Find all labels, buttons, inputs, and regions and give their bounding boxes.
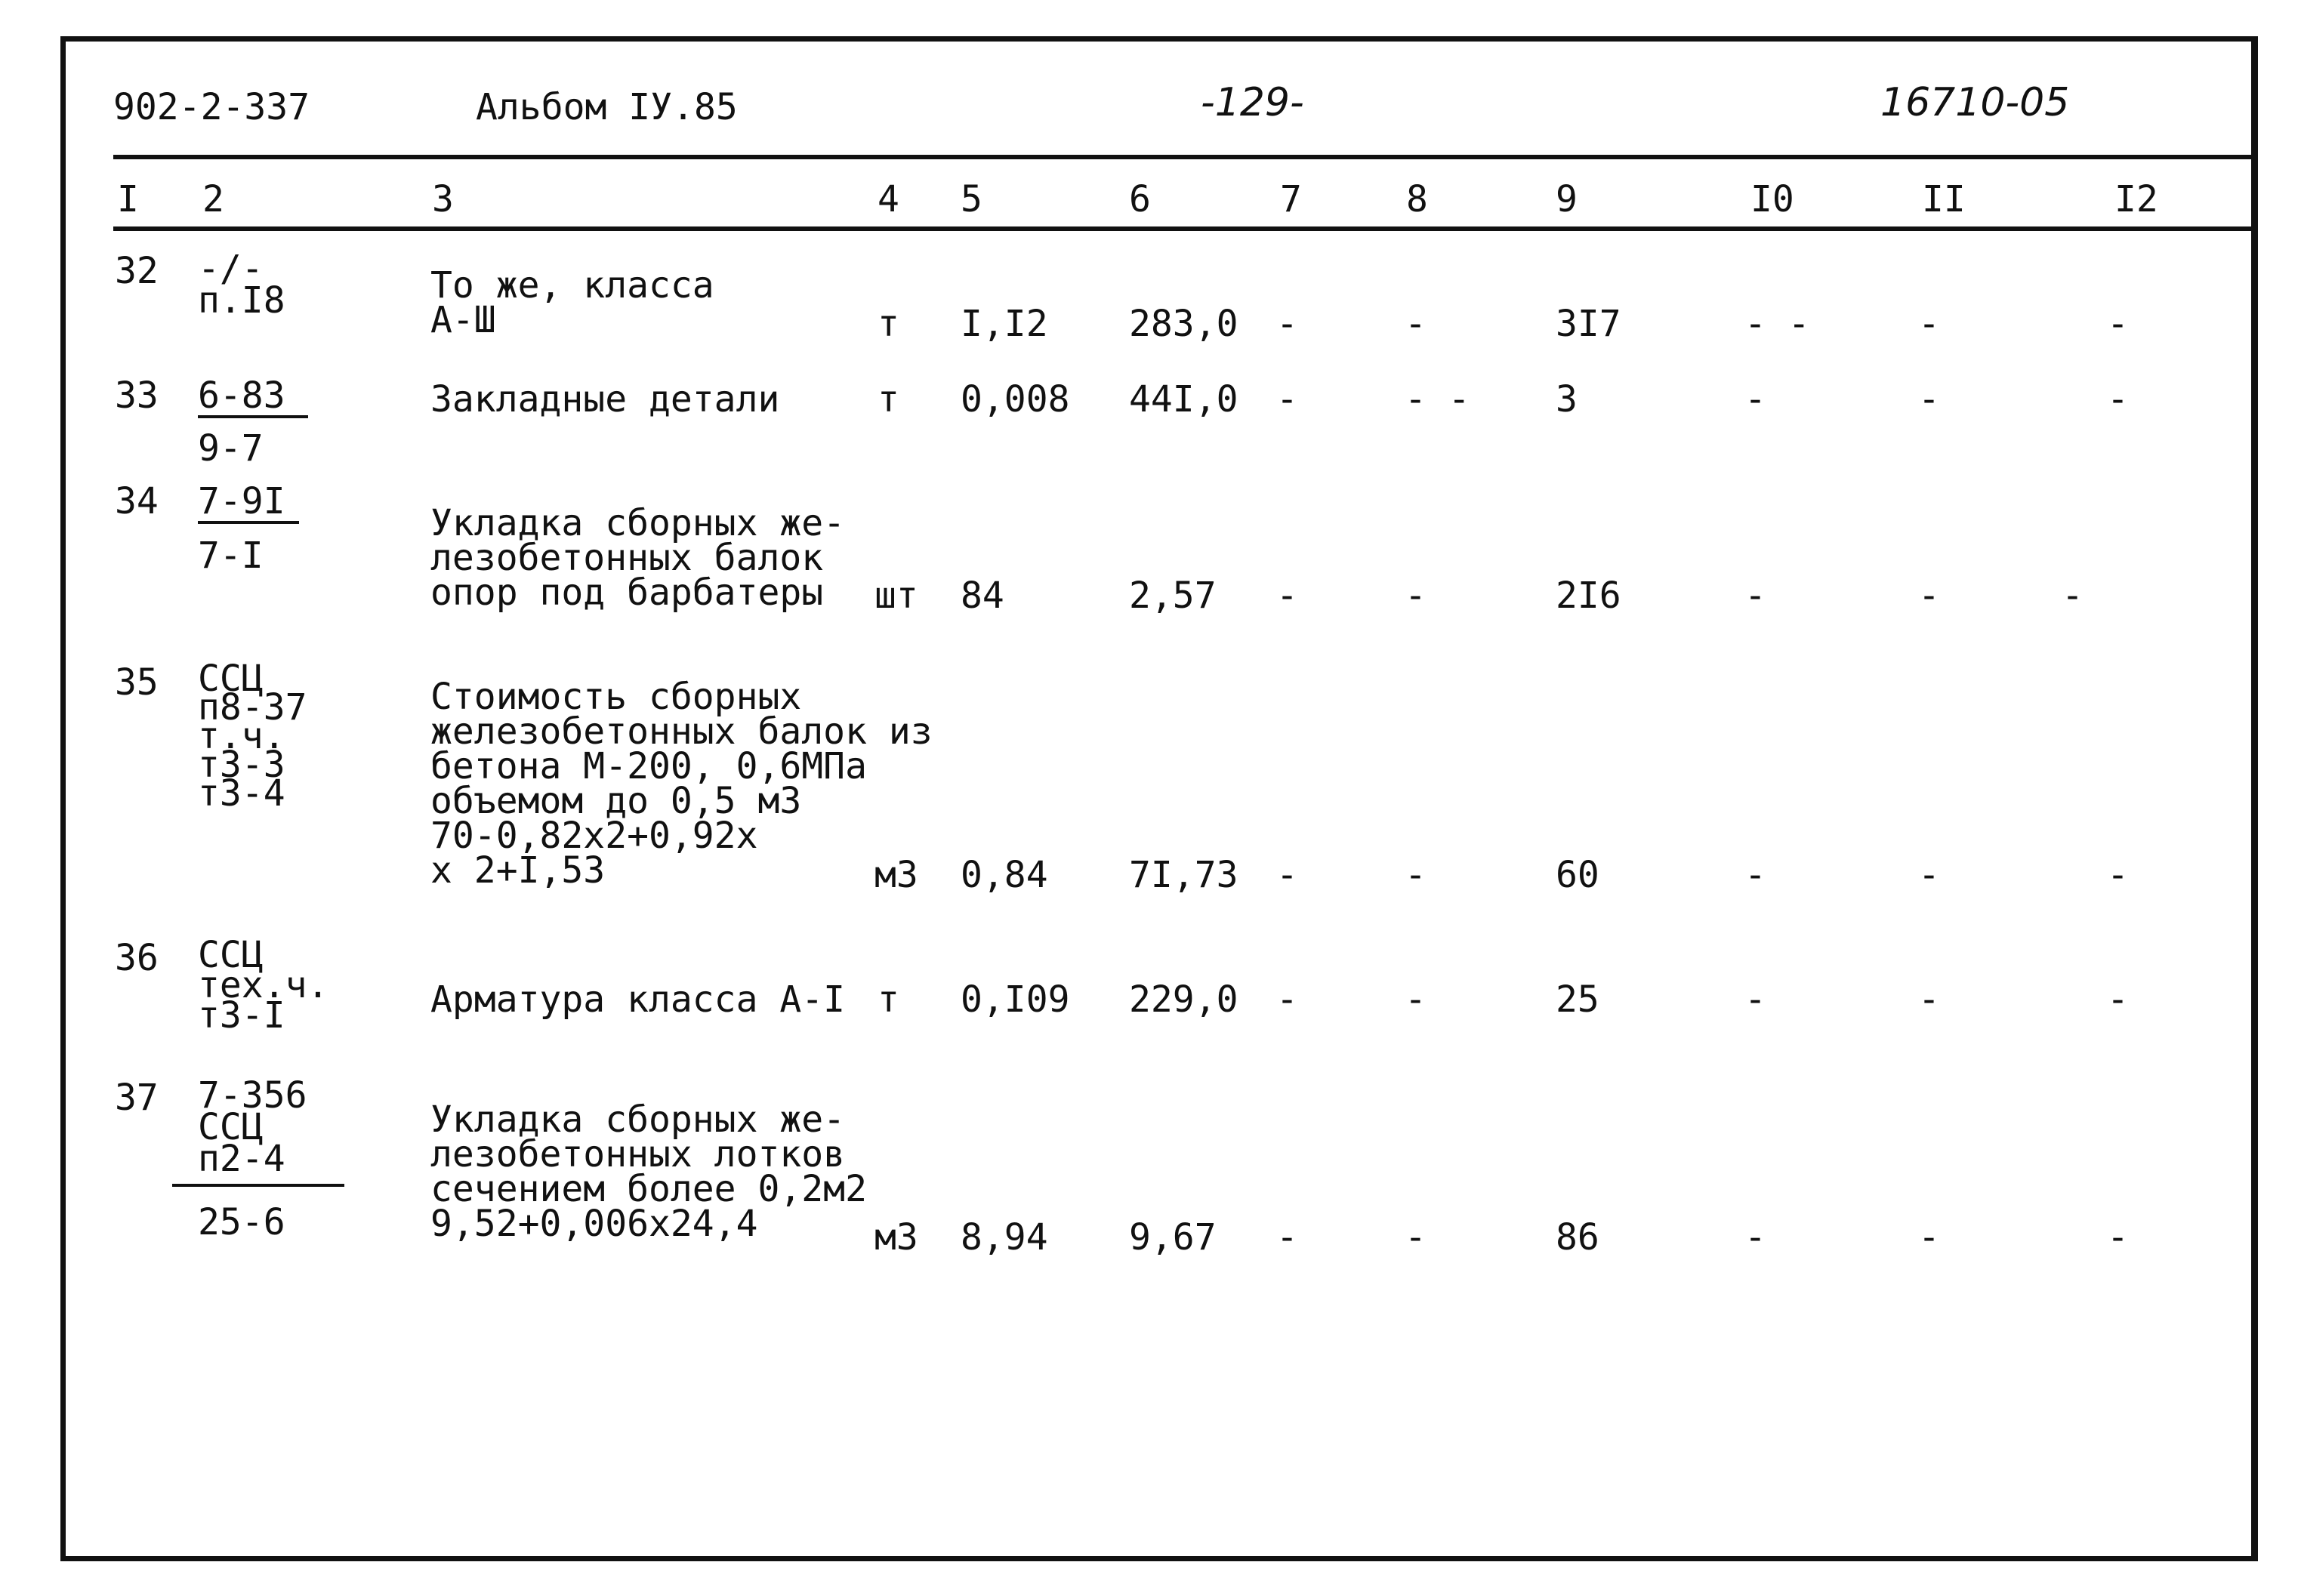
row-reference: ССЦ тех.ч. т3-I [198, 934, 329, 1037]
row-number: 37 [115, 1077, 159, 1119]
page-number: -129- [1201, 80, 1304, 125]
row-col12: - [2062, 575, 2084, 617]
row-col8: - [1405, 854, 1427, 896]
row-col12: - [2107, 1216, 2129, 1259]
row-unit: шт [874, 575, 918, 617]
row-price: 283,0 [1129, 303, 1238, 345]
doc-code: 902-2-337 [113, 86, 310, 128]
row-reference-top: 6-83 [198, 377, 308, 418]
row-description: Стоимость сборных железобетонных балок из бетона М-200, 0,6МПа объемом до 0,5 м3 70-0,82х2+0,92х х 2+I,53 [430, 676, 933, 892]
col-header-7: 7 [1280, 178, 1302, 220]
row-description: Арматура класса А-I [430, 978, 846, 1021]
col-header-6: 6 [1129, 178, 1151, 220]
sheet-number: 16710-05 [1880, 80, 2070, 125]
col-header-12: I2 [2114, 178, 2158, 220]
reference-divider [172, 1184, 344, 1187]
row-reference: -/- п.I8 [198, 248, 285, 322]
row-col9: 25 [1556, 978, 1599, 1021]
row-quantity: I,I2 [961, 303, 1048, 345]
col-header-1: I [117, 178, 139, 220]
header-rule-top [113, 155, 2258, 159]
row-col12: - [2107, 303, 2129, 345]
row-unit: т [878, 303, 899, 345]
row-col7: - [1276, 378, 1298, 421]
row-col8: - [1405, 575, 1427, 617]
page-frame [60, 36, 2258, 1561]
row-price: 2,57 [1129, 575, 1217, 617]
row-col12: - [2107, 854, 2129, 896]
row-description: Закладные детали [430, 378, 780, 421]
row-col11: - [1918, 575, 1940, 617]
row-col8: - [1405, 1216, 1427, 1259]
row-quantity: 0,I09 [961, 978, 1070, 1021]
row-number: 36 [115, 937, 159, 979]
row-number: 33 [115, 374, 159, 417]
col-header-2: 2 [202, 178, 224, 220]
row-col11: - [1918, 1216, 1940, 1259]
col-header-3: 3 [432, 178, 454, 220]
row-col9: 60 [1556, 854, 1599, 896]
col-header-11: II [1922, 178, 1966, 220]
row-col9: 86 [1556, 1216, 1599, 1259]
row-number: 35 [115, 661, 159, 704]
album-label: Альбом IУ.85 [476, 86, 738, 128]
row-col7: - [1276, 978, 1298, 1021]
col-header-5: 5 [961, 178, 982, 220]
row-col11: - [1918, 854, 1940, 896]
row-description: То же, класса А-Ш [430, 264, 714, 341]
row-col11: - [1918, 303, 1940, 345]
row-unit: м3 [874, 854, 918, 896]
row-col12: - [2107, 378, 2129, 421]
row-col7: - [1276, 854, 1298, 896]
row-col10: - [1744, 854, 1766, 896]
row-description: Укладка сборных же- лезобетонных лотков сечением более 0,2м2 9,52+0,006х24,4 [430, 1098, 867, 1245]
row-col9: 2I6 [1556, 575, 1621, 617]
row-quantity: 0,84 [961, 854, 1048, 896]
row-number: 34 [115, 480, 159, 522]
header-rule-bottom [113, 226, 2258, 231]
row-unit: т [878, 978, 899, 1021]
row-reference-bottom: 7-I [198, 535, 264, 577]
row-col11: - [1918, 978, 1940, 1021]
row-col12: - [2107, 978, 2129, 1021]
row-price: 7I,73 [1129, 854, 1238, 896]
row-col7: - [1276, 1216, 1298, 1259]
row-reference: ССЦ п8-37 т.ч. т3-3 т3-4 [198, 658, 307, 815]
col-header-10: I0 [1750, 178, 1794, 220]
row-col7: - [1276, 303, 1298, 345]
row-col7: - [1276, 575, 1298, 617]
row-quantity: 84 [961, 575, 1004, 617]
row-col9: 3I7 [1556, 303, 1621, 345]
row-col8: - [1405, 303, 1427, 345]
row-col10: - [1744, 575, 1766, 617]
row-col8: - - [1405, 378, 1470, 421]
row-reference-top: 7-9I [198, 483, 299, 524]
row-col10: - - [1744, 303, 1810, 345]
row-reference-top: 7-356 ССЦ п2-4 [198, 1074, 307, 1180]
row-number: 32 [115, 250, 159, 292]
row-price: 44I,0 [1129, 378, 1238, 421]
row-quantity: 0,008 [961, 378, 1070, 421]
col-header-9: 9 [1556, 178, 1578, 220]
row-quantity: 8,94 [961, 1216, 1048, 1259]
col-header-8: 8 [1406, 178, 1428, 220]
row-price: 229,0 [1129, 978, 1238, 1021]
row-unit: т [878, 378, 899, 421]
row-price: 9,67 [1129, 1216, 1217, 1259]
row-col10: - [1744, 1216, 1766, 1259]
row-reference-bottom: 9-7 [198, 427, 264, 470]
row-col8: - [1405, 978, 1427, 1021]
row-col10: - [1744, 378, 1766, 421]
row-col11: - [1918, 378, 1940, 421]
row-reference-bottom: 25-6 [198, 1201, 285, 1243]
row-col10: - [1744, 978, 1766, 1021]
row-unit: м3 [874, 1216, 918, 1259]
row-description: Укладка сборных же- лезобетонных балок опор под барбатеры [430, 502, 846, 614]
row-col9: 3 [1556, 378, 1578, 421]
col-header-4: 4 [878, 178, 899, 220]
